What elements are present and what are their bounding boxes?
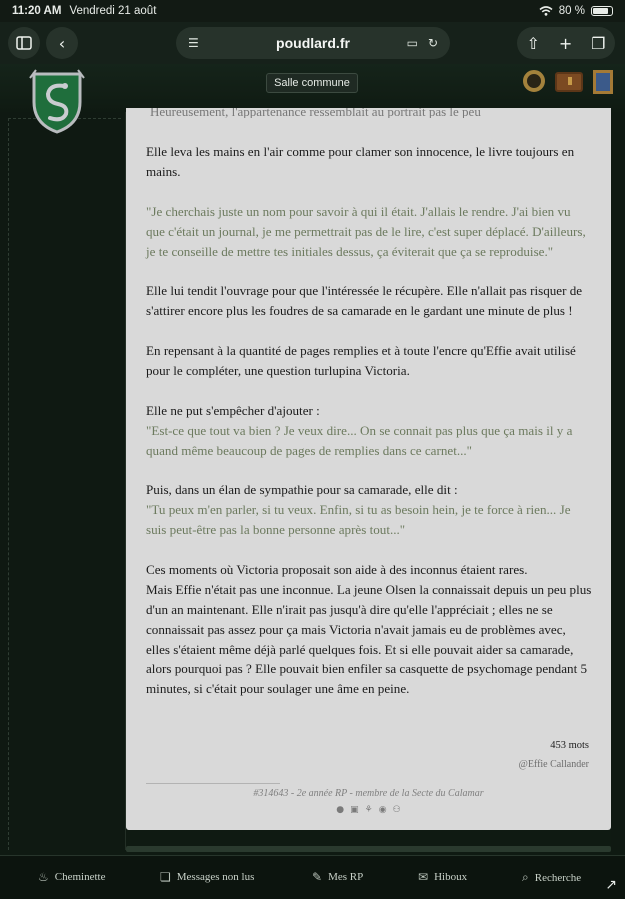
paragraph-lead: Elle ne put s'empêcher d'ajouter :	[146, 402, 320, 418]
scroll-icon: ❏	[160, 870, 171, 884]
card-icon[interactable]: ▣	[350, 805, 359, 815]
battery-percent: 80 %	[558, 5, 585, 17]
signature: @Effie Callander	[518, 759, 589, 770]
trunk-icon[interactable]	[555, 72, 583, 92]
wifi-icon	[539, 6, 553, 16]
nav-cheminette[interactable]	[38, 870, 105, 884]
resize-arrow-icon[interactable]: ↗	[605, 877, 617, 893]
post-meta-icons	[126, 805, 611, 815]
quill-icon: ✎	[312, 870, 323, 884]
post-body	[146, 142, 592, 719]
page-menu-icon[interactable]: ☰	[188, 36, 199, 50]
status-right	[539, 5, 613, 17]
post-quote: "Est-ce que tout va bien ? Je veux dire... On se connait pas plus que ça mais il y a quand même beaucoup de pages de remplies dans ce carnet..."	[146, 422, 573, 458]
badge-icon[interactable]: ◉	[378, 805, 387, 815]
address-actions	[407, 36, 438, 50]
envelope-icon: ✉	[418, 870, 429, 884]
sidebar-toggle-icon[interactable]	[8, 27, 40, 59]
reader-icon[interactable]: ▭	[406, 36, 418, 50]
profile-icon[interactable]: ●	[336, 805, 345, 815]
slytherin-crest-icon[interactable]	[28, 68, 86, 134]
post-card	[126, 108, 611, 830]
ring-icon[interactable]	[523, 70, 545, 92]
address-bar[interactable]	[176, 27, 450, 59]
nav-mes-rp[interactable]	[312, 870, 363, 884]
reload-icon[interactable]: ↻	[427, 36, 438, 50]
status-date: Vendredi 21 août	[69, 5, 157, 17]
nav-label: Messages non lus	[176, 871, 255, 883]
header-icons	[523, 70, 613, 94]
post-meta: #314643 - 2e année RP - membre de la Secte du Calamar	[253, 788, 484, 799]
url-text: poudlard.fr	[276, 35, 350, 51]
cut-off-line: Heureusement, l'appartenance ressemblait au portrait pas le peu	[150, 108, 481, 118]
tree-icon[interactable]: ⚘	[364, 805, 373, 815]
nav-label: Recherche	[534, 871, 582, 884]
word-count: 453 mots	[550, 740, 589, 751]
nav-recherche[interactable]	[522, 870, 581, 885]
tab-salle-commune[interactable]: Salle commune	[266, 73, 358, 93]
status-bar	[0, 0, 625, 22]
browser-actions	[517, 27, 615, 59]
group-icon[interactable]: ⚇	[392, 805, 401, 815]
nav-hiboux[interactable]	[418, 870, 467, 884]
status-time: 11:20 AM	[12, 5, 62, 17]
new-tab-icon[interactable]: +	[558, 33, 573, 53]
post-paragraph: Mais Effie n'était pas une inconnue. La jeune Olsen la connaissait depuis un peu plus d'un an maintenant. Elle n'irait pas jusqu'à dire qu'elle l'appréciait ; elles ne se connaissait pas assez pour ça mais Victoria n'avait jamais eu de problèmes avec, elles s'étaient même déjà parlé quelques fois. Et si elle pouvait aider sa camarade, alors pourquoi pas ? Elle pouvait bien enfiler sa casquette de psychomage pendant 5 minutes, si c'était pour soulager une âme en peine.	[146, 581, 592, 697]
flame-icon: ♨	[38, 870, 49, 884]
back-icon[interactable]: ‹	[46, 27, 78, 59]
post-paragraph: Elle lui tendit l'ouvrage pour que l'intéressée le récupère. Elle n'allait pas risquer de s'attirer encore plus les foudres de sa camarade en le gardant une minute de plus !	[146, 283, 583, 319]
nav-label: Hiboux	[434, 871, 468, 883]
post-paragraph	[146, 401, 592, 461]
post-paragraph: Elle leva les mains en l'air comme pour clamer son innocence, le livre toujours en mains.	[146, 144, 575, 179]
nav-messages-non-lus[interactable]	[160, 870, 254, 884]
tabs-icon[interactable]: ❐	[591, 33, 606, 53]
post-quote: "Je cherchais juste un nom pour savoir à qui il était. J'allais le rendre. J'ai bien vu que c'était un journal, je me permettrait pas de le lire, c'est super déplacé. D'ailleurs, je te conseille de mettre tes initiales dessus, ça éviterait que ça se reproduise."	[146, 203, 586, 259]
post-quote: "Tu peux m'en parler, si tu veux. Enfin, si tu as besoin hein, je te force à rien... Je suis peut-être pas la bonne personne après tout..."	[146, 502, 571, 538]
portrait-icon[interactable]	[593, 70, 613, 94]
bottom-nav	[0, 855, 625, 899]
nav-label: Cheminette	[54, 871, 106, 883]
post-paragraph	[146, 480, 592, 540]
battery-icon	[591, 6, 613, 16]
post-paragraph: Ces moments où Victoria proposait son aide à des inconnus étaient rares.	[146, 561, 528, 577]
post-paragraph: En repensant à la quantité de pages remplies et à toute l'encre qu'Effie avait utilisé pour le compléter, une question turlupina Victoria.	[146, 343, 576, 378]
magnifier-icon: ⌕	[522, 870, 529, 884]
right-margin	[611, 112, 625, 850]
browser-toolbar	[0, 22, 625, 64]
scrollbar[interactable]	[126, 846, 611, 852]
share-icon[interactable]: ⇧	[526, 33, 540, 53]
nav-label: Mes RP	[328, 871, 364, 883]
signature-divider	[146, 783, 280, 784]
paragraph-lead: Puis, dans un élan de sympathie pour sa camarade, elle dit :	[146, 482, 458, 498]
left-sidebar	[0, 112, 126, 850]
